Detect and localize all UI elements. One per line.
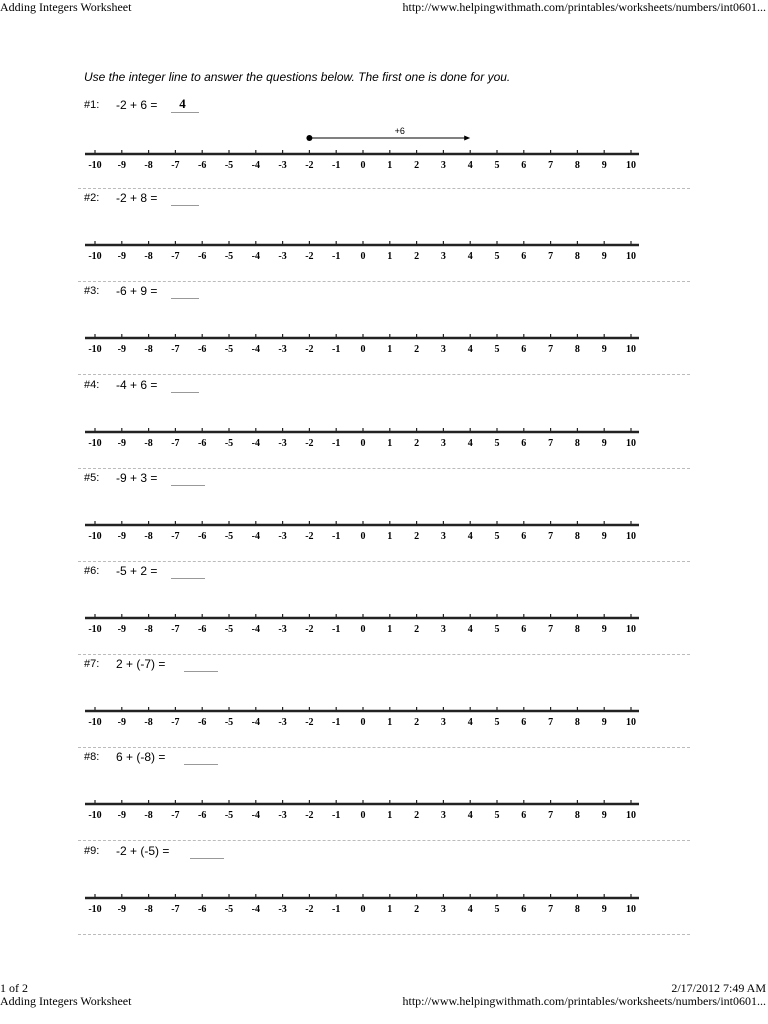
tick-label: -1 [332, 251, 341, 262]
tick-label: 6 [521, 160, 527, 171]
tick-label: 3 [440, 531, 446, 542]
number-line [83, 404, 643, 449]
tick-label: 5 [494, 624, 500, 635]
tick-label: 4 [467, 717, 473, 728]
example-jump-label: +6 [394, 126, 405, 136]
tick-label: 0 [360, 251, 366, 262]
footer-url[interactable]: http://www.helpingwithmath.com/printables/worksheets/numbers/int0601... [402, 994, 766, 1008]
tick-label: -10 [88, 624, 102, 635]
footer-title: Adding Integers Worksheet [0, 994, 132, 1008]
tick-label: 8 [574, 531, 580, 542]
tick-label: 9 [601, 531, 607, 542]
tick-label: -4 [251, 717, 260, 728]
problem-1 [0, 96, 768, 192]
tick-label: -1 [332, 438, 341, 449]
tick-label: -3 [278, 810, 287, 821]
tick-label: 9 [601, 344, 607, 355]
tick-label: -6 [198, 344, 207, 355]
problem-number: #1: [84, 99, 100, 111]
tick-label: 7 [548, 251, 554, 262]
tick-label: 8 [574, 624, 580, 635]
tick-label: 3 [440, 624, 446, 635]
problem-4 [0, 379, 768, 472]
tick-label: -6 [198, 717, 207, 728]
tick-label: -4 [251, 810, 260, 821]
tick-label: -1 [332, 904, 341, 915]
tick-label: -7 [171, 438, 180, 449]
problem-number: #9: [84, 845, 100, 857]
tick-label: 8 [574, 160, 580, 171]
instructions: Use the integer line to answer the questions below. The first one is done for you. [84, 70, 511, 84]
tick-label: 6 [521, 251, 527, 262]
tick-label: 0 [360, 904, 366, 915]
tick-label: 2 [414, 904, 420, 915]
tick-label: -3 [278, 531, 287, 542]
tick-label: 2 [414, 531, 420, 542]
tick-label: 9 [601, 160, 607, 171]
tick-label: -1 [332, 160, 341, 171]
tick-label: -9 [117, 717, 126, 728]
problem-number: #3: [84, 285, 100, 297]
tick-label: 10 [626, 251, 636, 262]
number-line [83, 870, 643, 915]
answer-blank[interactable] [171, 298, 199, 299]
tick-label: -10 [88, 160, 102, 171]
tick-label: 7 [548, 717, 554, 728]
problem-expression: -2 + 8 = [116, 191, 158, 205]
tick-label: 9 [601, 438, 607, 449]
number-line [83, 590, 643, 635]
tick-label: -5 [224, 344, 234, 355]
separator [78, 188, 690, 189]
tick-label: 1 [387, 810, 393, 821]
tick-label: 3 [440, 251, 446, 262]
tick-label: -9 [117, 160, 126, 171]
tick-label: -7 [171, 344, 180, 355]
tick-label: -4 [251, 624, 260, 635]
tick-label: -1 [332, 624, 341, 635]
problem-3 [0, 285, 768, 378]
problem-number: #6: [84, 565, 100, 577]
separator [78, 281, 690, 282]
tick-label: 7 [548, 344, 554, 355]
separator [78, 654, 690, 655]
problem-expression: 2 + (-7) = [116, 657, 166, 671]
problem-expression: -9 + 3 = [116, 471, 158, 485]
number-line [83, 497, 643, 542]
tick-label: -2 [305, 251, 314, 262]
tick-label: -4 [251, 904, 260, 915]
tick-label: -2 [305, 531, 314, 542]
tick-label: -10 [88, 438, 102, 449]
header-url[interactable]: http://www.helpingwithmath.com/printables/worksheets/numbers/int0601... [402, 0, 766, 14]
tick-label: -5 [224, 810, 234, 821]
tick-label: 3 [440, 438, 446, 449]
problem-expression: -6 + 9 = [116, 284, 158, 298]
problem-5 [0, 472, 768, 565]
tick-label: -6 [198, 810, 207, 821]
tick-label: 7 [548, 904, 554, 915]
tick-label: 0 [360, 344, 366, 355]
tick-label: -7 [171, 160, 180, 171]
problem-expression: 6 + (-8) = [116, 750, 166, 764]
tick-label: 4 [467, 344, 473, 355]
tick-label: 1 [387, 624, 393, 635]
tick-label: -6 [198, 624, 207, 635]
problem-number: #7: [84, 658, 100, 670]
tick-label: -10 [88, 717, 102, 728]
separator [78, 374, 690, 375]
tick-label: 10 [626, 624, 636, 635]
tick-label: 9 [601, 717, 607, 728]
tick-label: 5 [494, 251, 500, 262]
tick-label: 6 [521, 810, 527, 821]
tick-label: -9 [117, 810, 126, 821]
tick-label: -7 [171, 624, 180, 635]
tick-label: 2 [414, 624, 420, 635]
tick-label: 10 [626, 531, 636, 542]
footer-datetime: 2/17/2012 7:49 AM [671, 981, 766, 995]
number-line [83, 217, 643, 262]
tick-label: -8 [144, 717, 153, 728]
tick-label: 4 [467, 624, 473, 635]
tick-label: -9 [117, 531, 126, 542]
problem-2 [0, 192, 768, 285]
tick-label: 3 [440, 810, 446, 821]
tick-label: -8 [144, 624, 153, 635]
tick-label: -7 [171, 717, 180, 728]
tick-label: -2 [305, 344, 314, 355]
tick-label: -7 [171, 904, 180, 915]
tick-label: 10 [626, 904, 636, 915]
tick-label: 10 [626, 810, 636, 821]
tick-label: -10 [88, 904, 102, 915]
tick-label: -1 [332, 344, 341, 355]
tick-label: 4 [467, 438, 473, 449]
number-line [83, 310, 643, 355]
tick-label: 5 [494, 160, 500, 171]
tick-label: 5 [494, 904, 500, 915]
tick-label: 2 [414, 344, 420, 355]
problem-6 [0, 565, 768, 658]
tick-label: -9 [117, 438, 126, 449]
tick-label: 0 [360, 160, 366, 171]
tick-label: 6 [521, 344, 527, 355]
tick-label: 4 [467, 904, 473, 915]
tick-label: -3 [278, 251, 287, 262]
problem-expression: -4 + 6 = [116, 378, 158, 392]
number-line [83, 776, 643, 821]
tick-label: -6 [198, 160, 207, 171]
problem-9 [0, 845, 768, 938]
tick-label: 2 [414, 251, 420, 262]
tick-label: -3 [278, 438, 287, 449]
tick-label: 2 [414, 160, 420, 171]
example-arrow-head [464, 136, 470, 141]
tick-label: -8 [144, 904, 153, 915]
tick-label: -10 [88, 531, 102, 542]
tick-label: 8 [574, 904, 580, 915]
tick-label: -9 [117, 624, 126, 635]
tick-label: 1 [387, 531, 393, 542]
tick-label: -5 [224, 251, 234, 262]
tick-label: -3 [278, 344, 287, 355]
tick-label: -10 [88, 251, 102, 262]
header-title: Adding Integers Worksheet [0, 0, 132, 14]
tick-label: -7 [171, 531, 180, 542]
tick-label: 5 [494, 810, 500, 821]
tick-label: -7 [171, 251, 180, 262]
tick-label: -2 [305, 810, 314, 821]
tick-label: -3 [278, 624, 287, 635]
tick-label: 3 [440, 717, 446, 728]
tick-label: 5 [494, 438, 500, 449]
tick-label: 8 [574, 717, 580, 728]
problem-expression: -5 + 2 = [116, 564, 158, 578]
answer-blank[interactable] [171, 205, 199, 206]
tick-label: 3 [440, 904, 446, 915]
separator [78, 747, 690, 748]
tick-label: -4 [251, 344, 260, 355]
tick-label: -10 [88, 810, 102, 821]
tick-label: -3 [278, 717, 287, 728]
tick-label: -9 [117, 904, 126, 915]
tick-label: 9 [601, 624, 607, 635]
tick-label: -2 [305, 717, 314, 728]
problem-number: #8: [84, 751, 100, 763]
answer-blank[interactable] [171, 578, 205, 579]
tick-label: -5 [224, 624, 234, 635]
tick-label: -8 [144, 531, 153, 542]
tick-label: -5 [224, 717, 234, 728]
answer-blank[interactable] [171, 112, 199, 113]
tick-label: 1 [387, 160, 393, 171]
tick-label: -1 [332, 531, 341, 542]
tick-label: -5 [224, 904, 234, 915]
tick-label: -5 [224, 160, 234, 171]
separator [78, 934, 690, 935]
tick-label: 5 [494, 717, 500, 728]
tick-label: 2 [414, 810, 420, 821]
tick-label: 10 [626, 717, 636, 728]
tick-label: -6 [198, 438, 207, 449]
tick-label: 0 [360, 624, 366, 635]
tick-label: -8 [144, 251, 153, 262]
problem-expression: -2 + (-5) = [116, 844, 170, 858]
problem-7 [0, 658, 768, 751]
number-line [83, 683, 643, 728]
tick-label: 2 [414, 717, 420, 728]
tick-label: -8 [144, 438, 153, 449]
tick-label: -2 [305, 160, 314, 171]
tick-label: 8 [574, 438, 580, 449]
tick-label: -6 [198, 531, 207, 542]
tick-label: 5 [494, 531, 500, 542]
tick-label: 1 [387, 438, 393, 449]
problem-expression: -2 + 6 = [116, 98, 158, 112]
tick-label: -2 [305, 904, 314, 915]
tick-label: 10 [626, 344, 636, 355]
tick-label: 6 [521, 717, 527, 728]
separator [78, 840, 690, 841]
answer-blank[interactable] [184, 671, 218, 672]
tick-label: 4 [467, 160, 473, 171]
answer-blank[interactable] [171, 392, 199, 393]
tick-label: 7 [548, 531, 554, 542]
footer-page-number: 1 of 2 [0, 981, 28, 995]
tick-label: 1 [387, 344, 393, 355]
tick-label: -8 [144, 810, 153, 821]
tick-label: 7 [548, 438, 554, 449]
answer-blank[interactable] [171, 485, 205, 486]
tick-label: 7 [548, 160, 554, 171]
tick-label: -2 [305, 624, 314, 635]
tick-label: 8 [574, 810, 580, 821]
tick-label: -6 [198, 904, 207, 915]
tick-label: -9 [117, 344, 126, 355]
tick-label: 6 [521, 531, 527, 542]
tick-label: 4 [467, 810, 473, 821]
problem-number: #2: [84, 192, 100, 204]
tick-label: -4 [251, 531, 260, 542]
problem-number: #5: [84, 472, 100, 484]
tick-label: -7 [171, 810, 180, 821]
tick-label: 4 [467, 251, 473, 262]
number-line [83, 126, 643, 171]
tick-label: 10 [626, 438, 636, 449]
tick-label: 8 [574, 344, 580, 355]
tick-label: 4 [467, 531, 473, 542]
tick-label: -1 [332, 717, 341, 728]
tick-label: -8 [144, 160, 153, 171]
tick-label: 0 [360, 438, 366, 449]
tick-label: 9 [601, 810, 607, 821]
problem-8 [0, 751, 768, 844]
tick-label: -3 [278, 160, 287, 171]
tick-label: 1 [387, 251, 393, 262]
tick-label: 8 [574, 251, 580, 262]
tick-label: -10 [88, 344, 102, 355]
separator [78, 561, 690, 562]
tick-label: -5 [224, 531, 234, 542]
tick-label: 3 [440, 344, 446, 355]
tick-label: -8 [144, 344, 153, 355]
tick-label: 6 [521, 624, 527, 635]
tick-label: 7 [548, 810, 554, 821]
problem-number: #4: [84, 379, 100, 391]
tick-label: 9 [601, 251, 607, 262]
tick-label: 5 [494, 344, 500, 355]
tick-label: 0 [360, 810, 366, 821]
tick-label: -1 [332, 810, 341, 821]
tick-label: -9 [117, 251, 126, 262]
tick-label: -4 [251, 438, 260, 449]
tick-label: 10 [626, 160, 636, 171]
answer-blank[interactable] [184, 764, 218, 765]
tick-label: 9 [601, 904, 607, 915]
tick-label: -4 [251, 160, 260, 171]
answer-blank[interactable] [190, 858, 224, 859]
tick-label: -4 [251, 251, 260, 262]
tick-label: -3 [278, 904, 287, 915]
tick-label: 6 [521, 904, 527, 915]
answer-value: 4 [179, 96, 186, 111]
tick-label: 1 [387, 904, 393, 915]
tick-label: -2 [305, 438, 314, 449]
tick-label: 0 [360, 717, 366, 728]
tick-label: 1 [387, 717, 393, 728]
tick-label: -6 [198, 251, 207, 262]
tick-label: 3 [440, 160, 446, 171]
tick-label: -5 [224, 438, 234, 449]
tick-label: 7 [548, 624, 554, 635]
tick-label: 6 [521, 438, 527, 449]
tick-label: 0 [360, 531, 366, 542]
separator [78, 468, 690, 469]
tick-label: 2 [414, 438, 420, 449]
